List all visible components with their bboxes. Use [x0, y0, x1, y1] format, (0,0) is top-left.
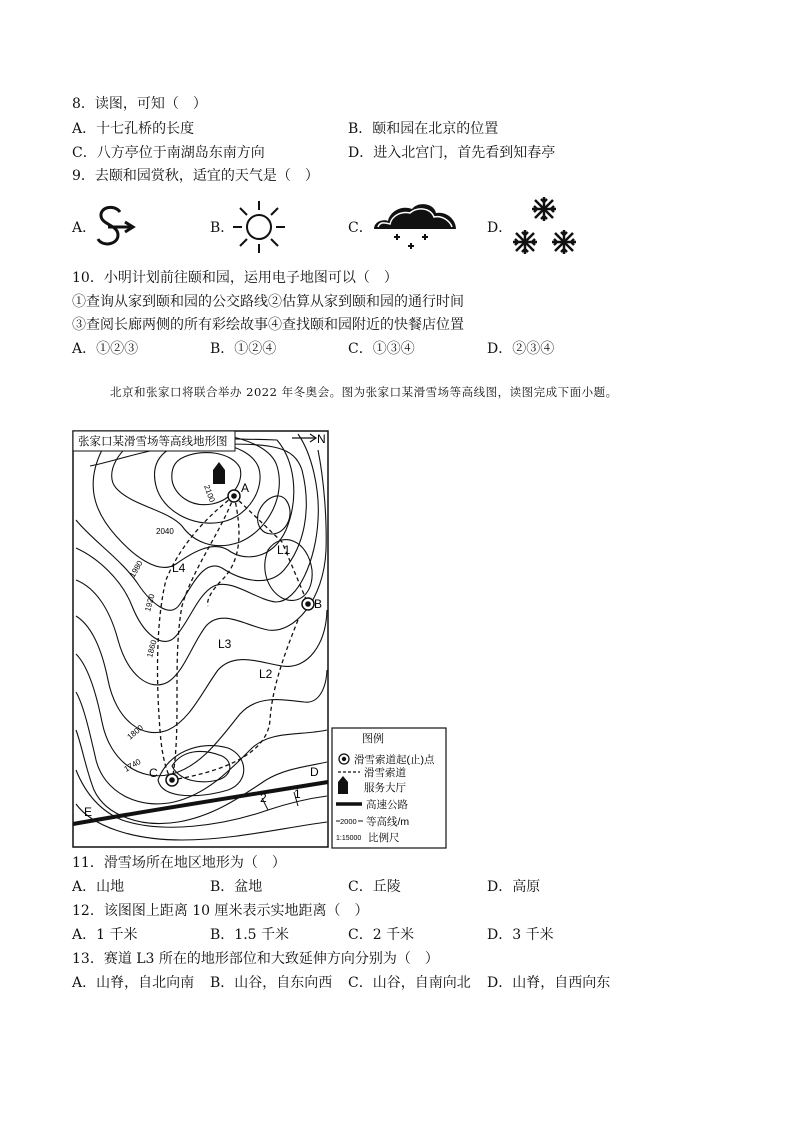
contour-label-2040: 2040	[156, 527, 174, 536]
contour-label-2100: 2100	[202, 483, 217, 504]
legend-scale-value: 1:15000	[336, 835, 362, 842]
snowflakes-icon	[508, 194, 582, 260]
q13-option-a: A．山脊，自北向南	[72, 975, 195, 991]
point-c-label: C	[149, 766, 158, 780]
q9-option-a: A．	[72, 220, 97, 236]
map-legend	[332, 728, 446, 848]
road-mark-1: 1	[294, 787, 301, 801]
q10-option-c: C．①③④	[348, 341, 415, 357]
contour-label-1740: 1740	[122, 757, 143, 774]
contour-label-1920: 1920	[143, 592, 157, 613]
legend-scale-label: 比例尺	[368, 832, 400, 844]
q11-option-d: D．高原	[487, 879, 541, 895]
point-d-label: D	[310, 765, 319, 779]
q11-option-c: C．丘陵	[348, 879, 401, 895]
q10-stem: 10．小明计划前往颐和园，运用电子地图可以（ ）	[72, 270, 398, 286]
road-mark-2: 2	[260, 791, 267, 805]
q9-option-c: C．	[348, 220, 373, 236]
point-a-label: A	[241, 481, 250, 495]
q13-stem: 13．赛道 L3 所在的地形部位和大致延伸方向分别为（ ）	[72, 951, 439, 967]
north-label: N	[317, 432, 326, 446]
legend-hall-label: 服务大厅	[364, 782, 406, 794]
q8-option-b: B．颐和园在北京的位置	[348, 121, 499, 137]
passage-intro: 北京和张家口将联合举办 2022 年冬奥会。图为张家口某滑雪场等高线图，读图完成下面小题。	[110, 385, 618, 399]
q13-option-c: C．山谷，自南向北	[348, 975, 471, 991]
q13-option-b: B．山谷，自东向西	[210, 975, 333, 991]
route-l3-label: L3	[218, 637, 232, 651]
q11-stem: 11．滑雪场所在地区地形为（ ）	[72, 855, 286, 871]
q8-option-a: A．十七孔桥的长度	[72, 121, 195, 137]
snow-cloud-icon	[372, 199, 458, 251]
point-b-label: B	[314, 597, 323, 611]
legend-contour-value: 2000	[340, 817, 357, 826]
q12-option-a: A．1 千米	[72, 927, 138, 943]
contour-label-1800: 1800	[125, 723, 145, 742]
contour-label-1860: 1860	[145, 638, 159, 659]
q13-option-d: D．山脊，自西向东	[487, 975, 611, 991]
q9-option-d: D．	[487, 220, 513, 236]
q12-stem: 12．该图图上距离 10 厘米表示实地距离（ ）	[72, 903, 369, 919]
q12-option-b: B．1.5 千米	[210, 927, 290, 943]
route-l1-label: L1	[277, 543, 291, 557]
map-frame	[73, 431, 328, 847]
legend-contour-label: 等高线/m	[366, 816, 410, 828]
q12-option-c: C．2 千米	[348, 927, 415, 943]
q8-option-c: C．八方亭位于南湖岛东南方向	[72, 145, 265, 161]
map-title: 张家口某滑雪场等高线地形图	[78, 436, 228, 448]
legend-title: 图例	[362, 733, 384, 745]
q8-stem: 8．读图，可知（ ）	[72, 96, 207, 112]
contour-label-1980: 1980	[127, 559, 145, 579]
q10-option-b: B．①②④	[210, 341, 277, 357]
legend-cableway-label: 滑雪索道	[364, 767, 406, 779]
q11-option-a: A．山地	[72, 879, 125, 895]
point-e-label: E	[84, 805, 93, 819]
q12-option-d: D．3 千米	[487, 927, 554, 943]
ski-resort-contour-map	[72, 430, 452, 854]
wind-strong-icon	[92, 203, 136, 251]
route-l2-label: L2	[259, 667, 273, 681]
q10-statement-1: ①查询从家到颐和园的公交路线②估算从家到颐和园的通行时间	[72, 294, 464, 310]
q9-option-b: B．	[210, 220, 235, 236]
q9-stem: 9．去颐和园赏秋，适宜的天气是（ ）	[72, 168, 319, 184]
legend-highway-label: 高速公路	[366, 799, 408, 811]
q10-option-d: D．②③④	[487, 341, 555, 357]
route-l4-label: L4	[172, 561, 186, 575]
q11-option-b: B．盆地	[210, 879, 263, 895]
legend-station-label: 滑雪索道起(止)点	[354, 754, 435, 766]
sunny-icon	[231, 199, 287, 255]
q10-statement-2: ③查阅长廊两侧的所有彩绘故事④查找颐和园附近的快餐店位置	[72, 317, 464, 333]
q10-option-a: A．①②③	[72, 341, 139, 357]
q8-option-d: D．进入北宫门，首先看到知春亭	[348, 145, 556, 161]
